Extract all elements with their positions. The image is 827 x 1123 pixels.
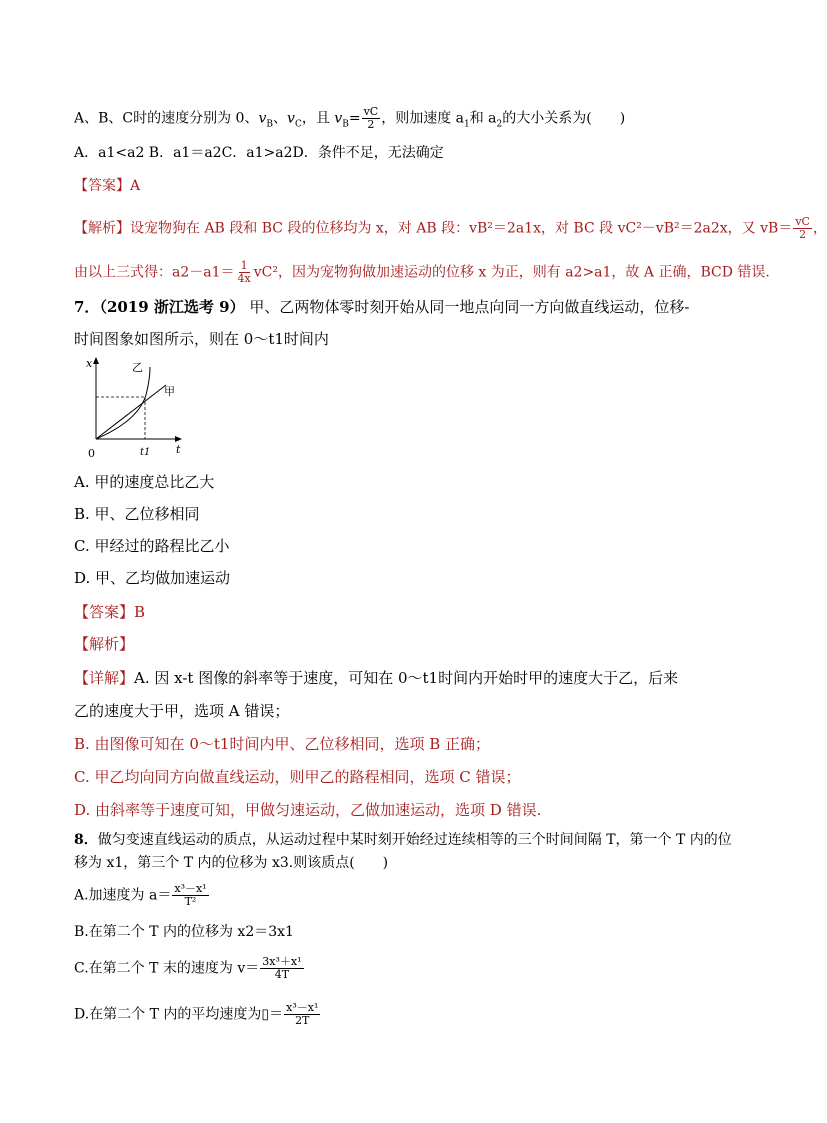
analysis-fraction	[236, 260, 253, 285]
q8-option-a	[74, 883, 210, 908]
q6-analysis-line1	[74, 216, 827, 241]
option-fraction	[172, 883, 208, 908]
q6-stem-part: B	[266, 119, 274, 130]
x-axis-arrow	[175, 436, 182, 442]
q8-stem-line2: 移为 x1，第三个 T 内的位移为 x3.则该质点( )	[74, 855, 389, 871]
q6-stem-part: 和 a	[469, 110, 497, 127]
y-axis-label: x	[86, 357, 93, 370]
question-source: （2019 浙江选考 9）	[99, 298, 245, 316]
q7-detail-c: C. 甲乙均向同方向做直线运动，则甲乙的路程相同，选项 C 错误；	[74, 768, 521, 786]
fraction-denominator: 2T	[295, 1014, 310, 1027]
question-text: 做匀变速直线运动的质点，从运动过程中某时刻开始经过连续相等的三个时间间隔 T，第一个 T 内的位	[97, 832, 732, 848]
answer-label: 【答案】	[74, 603, 135, 621]
q7-stem-line1	[74, 297, 689, 317]
fraction-numerator: x³－x¹	[286, 1001, 319, 1014]
q7-detail-d: D. 由斜率等于速度可知，甲做匀速运动，乙做加速运动，选项 D 错误.	[74, 801, 542, 819]
detail-text: A. 因 x-t 图像的斜率等于速度，可知在 0～t1时间内开始时甲的速度大于乙，后来	[134, 669, 679, 687]
option-text: D.在第二个 T 内的平均速度为▯＝	[74, 1006, 284, 1023]
fraction-numerator: vC	[795, 215, 810, 228]
q7-answer	[74, 602, 145, 622]
t1-label: t1	[140, 447, 151, 458]
q6-stem-part: 、	[273, 110, 288, 127]
q6-stem	[74, 106, 625, 131]
y-axis-arrow	[93, 357, 99, 364]
fraction-numerator: 1	[240, 259, 248, 272]
fraction-denominator: 2	[799, 228, 807, 241]
q7-option-c: C. 甲经过的路程比乙小	[74, 537, 230, 555]
q8-option-c	[74, 956, 305, 981]
fraction-denominator: T²	[184, 895, 197, 908]
fraction-numerator: x³－x¹	[174, 882, 207, 895]
origin-label: 0	[88, 447, 95, 460]
q7-detail-b: B. 由图像可知在 0～t1时间内甲、乙位移相同，选项 B 正确；	[74, 735, 491, 753]
fraction-numerator: 3x³＋x¹	[262, 955, 302, 968]
q7-xt-graph	[80, 355, 190, 463]
q6-stem-part: v	[287, 110, 295, 127]
q6-stem-part: B	[342, 119, 349, 130]
detail-label: 【详解】	[74, 669, 135, 687]
option-text: A.加速度为 a＝	[74, 887, 172, 904]
analysis-text: 由以上三式得：a2－a1＝	[74, 264, 235, 281]
q7-analysis-label: 【解析】	[74, 635, 135, 653]
q6-stem-part: 的大小关系为( )	[502, 110, 626, 127]
analysis-text: ，	[812, 220, 827, 237]
q7-detail-a2: 乙的速度大于甲，选项 A 错误；	[74, 702, 290, 720]
q7-option-d: D. 甲、乙均做加速运动	[74, 569, 231, 587]
question-number: 8．	[74, 832, 98, 848]
answer-value: A	[130, 178, 141, 194]
q7-option-b: B. 甲、乙位移相同	[74, 505, 200, 523]
question-text: 甲、乙两物体零时刻开始从同一地点向同一方向做直线运动，位移-	[249, 298, 690, 316]
fraction-numerator: vC	[363, 105, 379, 118]
q8-option-d	[74, 1002, 321, 1027]
fraction-denominator: 2	[367, 118, 375, 131]
q6-options: A．a1<a2 B．a1＝a2C．a1>a2D．条件不足，无法确定	[74, 145, 444, 161]
analysis-text: vC²，因为宠物狗做加速运动的位移 x 为正，则有 a2>a1，故 A 正确，BCD 错误.	[253, 264, 770, 281]
analysis-text: 设宠物狗在 AB 段和 BC 段的位移均为 x，对 AB 段：vB²＝2a1x，对 BC 段 vC²－vB²＝2a2x，又 vB＝	[130, 220, 793, 237]
answer-label: 【答案】	[74, 178, 130, 194]
label-jia: 甲	[164, 385, 175, 398]
q6-stem-part: 2	[496, 119, 503, 130]
q6-stem-part: v	[258, 110, 267, 127]
analysis-fraction	[793, 216, 812, 241]
analysis-label: 【解析】	[74, 220, 130, 237]
answer-value: B	[134, 603, 146, 621]
q6-analysis-line2	[74, 260, 770, 285]
q8-option-b: B.在第二个 T 内的位移为 x2＝3x1	[74, 924, 294, 940]
curve-jia	[96, 385, 166, 439]
q6-stem-part: v	[334, 110, 343, 127]
q6-answer	[74, 176, 140, 196]
q6-stem-part: =	[348, 110, 361, 127]
q6-stem-part: ，则加速度 a	[381, 110, 464, 127]
q6-stem-part: 1	[464, 119, 470, 130]
q7-option-a: A. 甲的速度总比乙大	[74, 473, 215, 491]
q7-stem-line2: 时间图象如图所示，则在 0～t1时间内	[74, 330, 329, 348]
option-fraction	[260, 956, 303, 981]
x-axis-label: t	[176, 443, 181, 456]
fraction-denominator: 4x	[237, 272, 251, 285]
q6-stem-fraction	[362, 106, 381, 131]
label-yi: 乙	[132, 361, 143, 374]
question-number: 7．	[74, 298, 100, 316]
q7-detail-a1	[74, 668, 678, 688]
q8-stem-line1	[74, 830, 732, 850]
option-text: C.在第二个 T 末的速度为 v＝	[74, 960, 260, 977]
option-fraction	[284, 1002, 320, 1027]
q6-stem-part: C	[294, 119, 302, 130]
q6-stem-part: A、B、C时的速度分别为 0、	[74, 110, 259, 127]
q6-stem-part: ，且	[301, 110, 335, 127]
fraction-denominator: 4T	[274, 968, 290, 981]
